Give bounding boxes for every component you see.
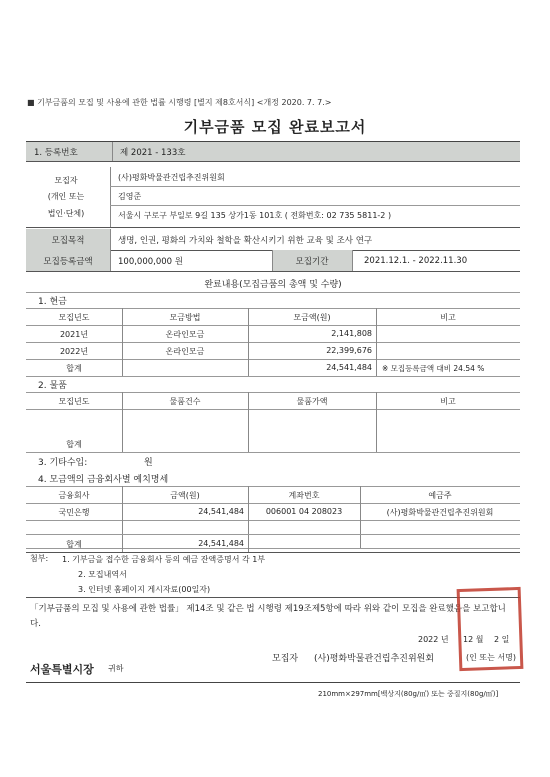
collector-address: 서울시 구로구 부일로 9길 135 상가1동 101호 ( 전화번호: 02 735 5811-2 ) [118, 211, 392, 220]
goods-total-label: 합계 [66, 440, 82, 449]
signer-seal-note: (인 또는 서명) [466, 653, 516, 662]
cash-total-note: ※ 모집등록금액 대비 24.54 % [382, 364, 485, 373]
completion-heading-row [26, 275, 520, 293]
official-seal-stamp [457, 587, 524, 671]
attachment-item: 3. 인터넷 홈페이지 게시자료(00일자) [78, 585, 211, 594]
registration-value: 제 2021 - 133호 [120, 147, 186, 158]
recipient-name: 서울특별시장 [30, 663, 94, 676]
attachment-item: 1. 기부금을 접수한 금융회사 등의 예금 잔액증명서 각 1부 [62, 555, 266, 564]
recipient-suffix: 귀하 [108, 664, 124, 673]
goods-col-year: 모집년도 [58, 397, 90, 406]
deposit-total-label: 합계 [66, 540, 82, 549]
cash-row-year: 2022년 [59, 347, 89, 356]
goods-col-note: 비고 [440, 397, 456, 406]
registration-label: 1. 등록번호 [34, 147, 78, 158]
date-year: 2022 년 [418, 635, 449, 644]
purpose-value: 생명, 인권, 평화의 가치와 철학을 확산시키기 위한 교육 및 조사 연구 [118, 235, 373, 246]
seal-text [470, 628, 510, 629]
cash-total-amount: 24,541,484 [326, 363, 372, 372]
goods-col-value: 물품가액 [296, 397, 328, 406]
collector-label-3: 법인·단체) [47, 209, 85, 218]
deposit-heading: 4. 모금액의 금융회사별 예치명세 [38, 475, 169, 485]
form-header-note: ■ 기부금품의 모집 및 사용에 관한 법률 시행령 [별지 제8호서식] <개정 2020. 7. 7.> [27, 98, 332, 107]
deposit-row-account: 006001 04 208023 [265, 507, 343, 516]
attachment-item: 2. 모집내역서 [78, 570, 127, 579]
other-income-unit: 원 [144, 458, 153, 468]
other-income-label: 3. 기타수입: [38, 458, 88, 468]
registered-amount-value: 100,000,000 원 [118, 256, 183, 267]
attachments-label: 첨부: [30, 554, 49, 563]
cash-row-method: 온라인모금 [165, 330, 205, 339]
date-day: 2 일 [494, 635, 510, 644]
goods-col-count: 물품건수 [169, 397, 201, 406]
period-label: 모집기간 [272, 250, 352, 271]
collector-name: 김영준 [118, 192, 142, 201]
deposit-total-row [26, 534, 520, 553]
page-title: 기부금품 모집 완료보고서 [183, 118, 367, 136]
deposit-col-amount: 금액(원) [170, 491, 200, 500]
cash-total-label: 합계 [66, 364, 82, 373]
cash-row-year: 2021년 [59, 330, 89, 339]
deposit-row-holder: (사)평화박물관건립추진위원회 [386, 508, 494, 517]
deposit-row-bank: 국민은행 [58, 508, 90, 517]
deposit-col-account: 계좌번호 [288, 491, 320, 500]
statement-text: 「기부금품의 모집 및 사용에 관한 법률」 제14조 및 같은 법 시행령 제19조제5항에 따라 위와 같이 모집을 완료했음을 보고합니다. [30, 604, 506, 629]
cash-col-note: 비고 [440, 313, 456, 322]
cash-col-method: 모금방법 [169, 313, 201, 322]
purpose-label: 모집목적 [26, 229, 110, 250]
collector-org: (사)평화박물관건립추진위원회 [118, 173, 225, 182]
paper-spec-note: 210mm×297mm[백상지(80g/㎡) 또는 중질지(80g/㎡)] [318, 690, 499, 698]
deposit-row-amount: 24,541,484 [198, 507, 244, 516]
cash-col-year: 모집년도 [58, 313, 90, 322]
registration-row [26, 142, 520, 162]
signer-label: 모집자 [272, 654, 299, 664]
goods-table [26, 392, 520, 452]
cash-heading: 1. 현금 [38, 297, 67, 307]
collector-label-2: (개인 또는 [47, 192, 85, 201]
collector-row [26, 167, 520, 228]
cash-table [26, 308, 520, 376]
completion-heading: 완료내용(모집금품의 총액 및 수량) [204, 280, 342, 290]
purpose-row [26, 229, 520, 251]
period-value: 2021.12.1. - 2022.11.30 [364, 255, 468, 266]
collector-label-1: 모집자 [54, 176, 78, 185]
registered-amount-label: 모집등록금액 [26, 250, 110, 271]
cash-col-amount: 모금액(원) [293, 313, 331, 322]
cash-row-method: 온라인모금 [165, 347, 205, 356]
deposit-col-bank: 금융회사 [58, 491, 90, 500]
date-month: 12 월 [463, 635, 484, 644]
report-form [26, 141, 520, 683]
deposit-total-value: 24,541,484 [198, 539, 244, 548]
cash-row-amount: 2,141,808 [331, 329, 372, 338]
goods-heading: 2. 물품 [38, 381, 67, 391]
deposit-col-holder: 예금주 [428, 491, 452, 500]
signer-name: (사)평화박물관건립추진위원회 [314, 654, 435, 664]
cash-row-amount: 22,399,676 [326, 346, 372, 355]
amount-row [26, 250, 520, 272]
